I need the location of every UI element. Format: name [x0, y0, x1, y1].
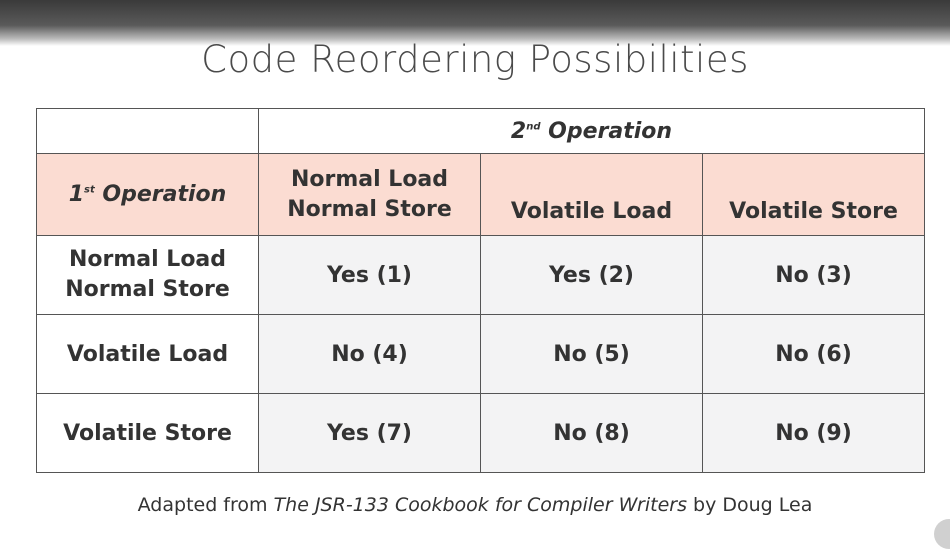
second-operation-header: 2nd Operation: [259, 109, 925, 154]
row-header-normal-load-store: Normal Load Normal Store: [37, 236, 259, 315]
table-cell: No (9): [703, 394, 925, 473]
table-cell: Yes (2): [481, 236, 703, 315]
table-cell: No (6): [703, 315, 925, 394]
col-header-volatile-load: Volatile Load: [481, 154, 703, 236]
table-cell: Yes (7): [259, 394, 481, 473]
slide-title: Code Reordering Possibilities: [201, 38, 749, 81]
table-cell: Yes (1): [259, 236, 481, 315]
row-header-volatile-load: Volatile Load: [37, 315, 259, 394]
table-cell: No (8): [481, 394, 703, 473]
row-header-volatile-store: Volatile Store: [37, 394, 259, 473]
corner-decoration: [934, 519, 950, 549]
book-title: The JSR-133 Cookbook for Compiler Writers: [273, 494, 687, 516]
table-corner-empty: [37, 109, 259, 154]
first-operation-header: 1st Operation: [37, 154, 259, 236]
col-header-normal-load-store: Normal Load Normal Store: [259, 154, 481, 236]
attribution-footer: Adapted from The JSR-133 Cookbook for Compiler Writers by Doug Lea: [137, 494, 813, 516]
table-cell: No (5): [481, 315, 703, 394]
table-cell: No (4): [259, 315, 481, 394]
reordering-table: [36, 108, 925, 473]
table-cell: No (3): [703, 236, 925, 315]
col-header-volatile-store: Volatile Store: [703, 154, 925, 236]
